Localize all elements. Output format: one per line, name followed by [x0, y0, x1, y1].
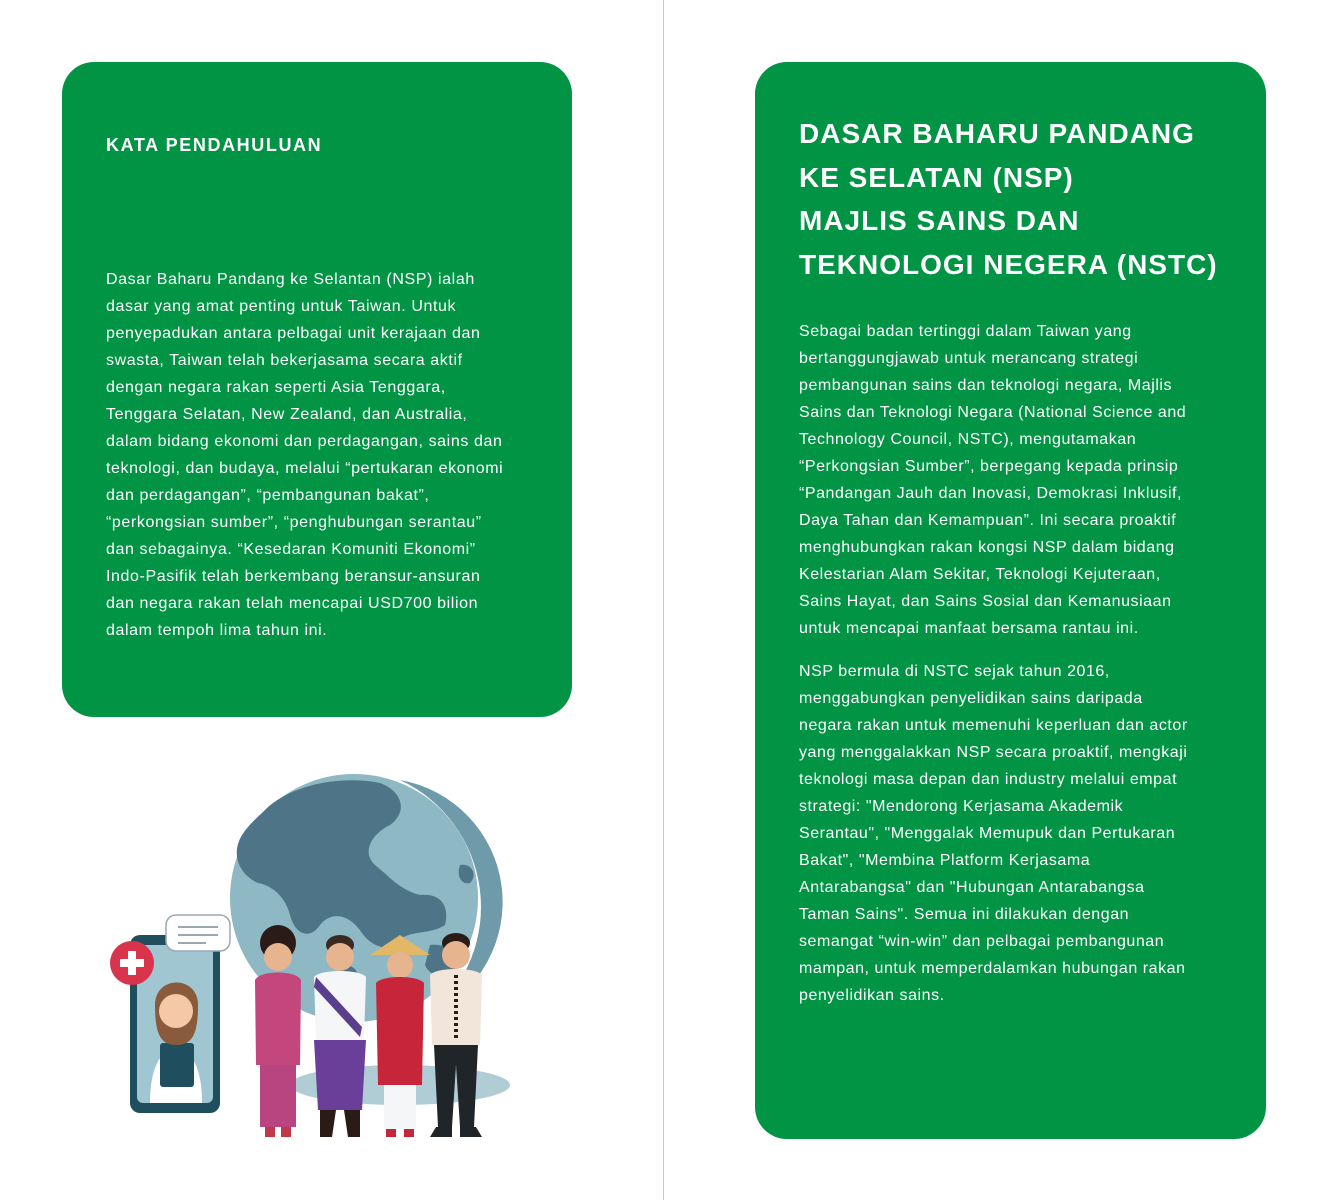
page-divider — [663, 0, 664, 1200]
nsp-card — [755, 62, 1266, 1139]
people-globe-illustration — [100, 765, 530, 1145]
preface-card — [62, 62, 572, 717]
preface-title: KATA PENDAHULUAN — [106, 135, 323, 155]
illustration — [100, 765, 530, 1145]
chat-bubble-icon — [166, 915, 230, 951]
medical-cross-icon — [110, 941, 154, 985]
preface-body: Dasar Baharu Pandang ke Selantan (NSP) ialah dasar yang amat penting untuk Taiwan. Untuk penyepadukan antara pelbagai unit kerajaan dan swasta, Taiwan telah bekerjasama secara aktif dengan negara rakan seperti Asia Tenggara, Tenggara Selatan, New Zealand, dan Australia, dalam bidang ekonomi dan perdagangan, sains dan teknologi, dan budaya, melalui “pertukaran ekonomi dan perdagangan”, “pembangunan bakat”, “perkongsian sumber”, “penghubungan serantau” dan sebagainya. “Kesedaran Komuniti Ekonomi” Indo-Pasifik telah berkembang beransur-ansuran dan negara rakan telah mencapai USD700 bilion dalam tempoh lima tahun ini. — [106, 271, 504, 639]
nsp-title: DASAR BAHARU PANDANG KE SELATAN (NSP) MAJLIS SAINS DAN TEKNOLOGI NEGERA (NSTC) — [799, 118, 1218, 280]
nsp-paragraph-2: NSP bermula di NSTC sejak tahun 2016, menggabungkan penyelidikan sains daripada negara rakan untuk memenuhi keperluan dan actor yang menggalakkan NSP secara proaktif, mengkaji teknologi masa depan dan industry melalui empat strategi: "Mendorong Kerjasama Akademik Serantau", "Menggalak Memupuk dan Pertukaran Bakat", "Membina Platform Kerjasama Antarabangsa" dan "Hubungan Antarabangsa Taman Sains". Semua ini dilakukan dengan semangat “win-win” dan pelbagai pembangunan mampan, untuk memperdalamkan hubungan rakan penyelidikan sains. — [799, 663, 1188, 1004]
nsp-paragraph-1: Sebagai badan tertinggi dalam Taiwan yang bertanggungjawab untuk merancang strategi pembangunan sains dan teknologi negara, Majlis Sains dan Teknologi Negara (National Science and Technology Council, NSTC), mengutamakan “Perkongsian Sumber”, berpegang kepada prinsip “Pandangan Jauh dan Inovasi, Demokrasi Inklusif, Daya Tahan dan Kemampuan”. Ini secara proaktif menghubungkan rakan kongsi NSP dalam bidang Kelestarian Alam Sekitar, Teknologi Kejuteraan, Sains Hayat, dan Sains Sosial dan Kemanusiaan untuk mencapai manfaat bersama rantau ini. — [799, 323, 1187, 637]
